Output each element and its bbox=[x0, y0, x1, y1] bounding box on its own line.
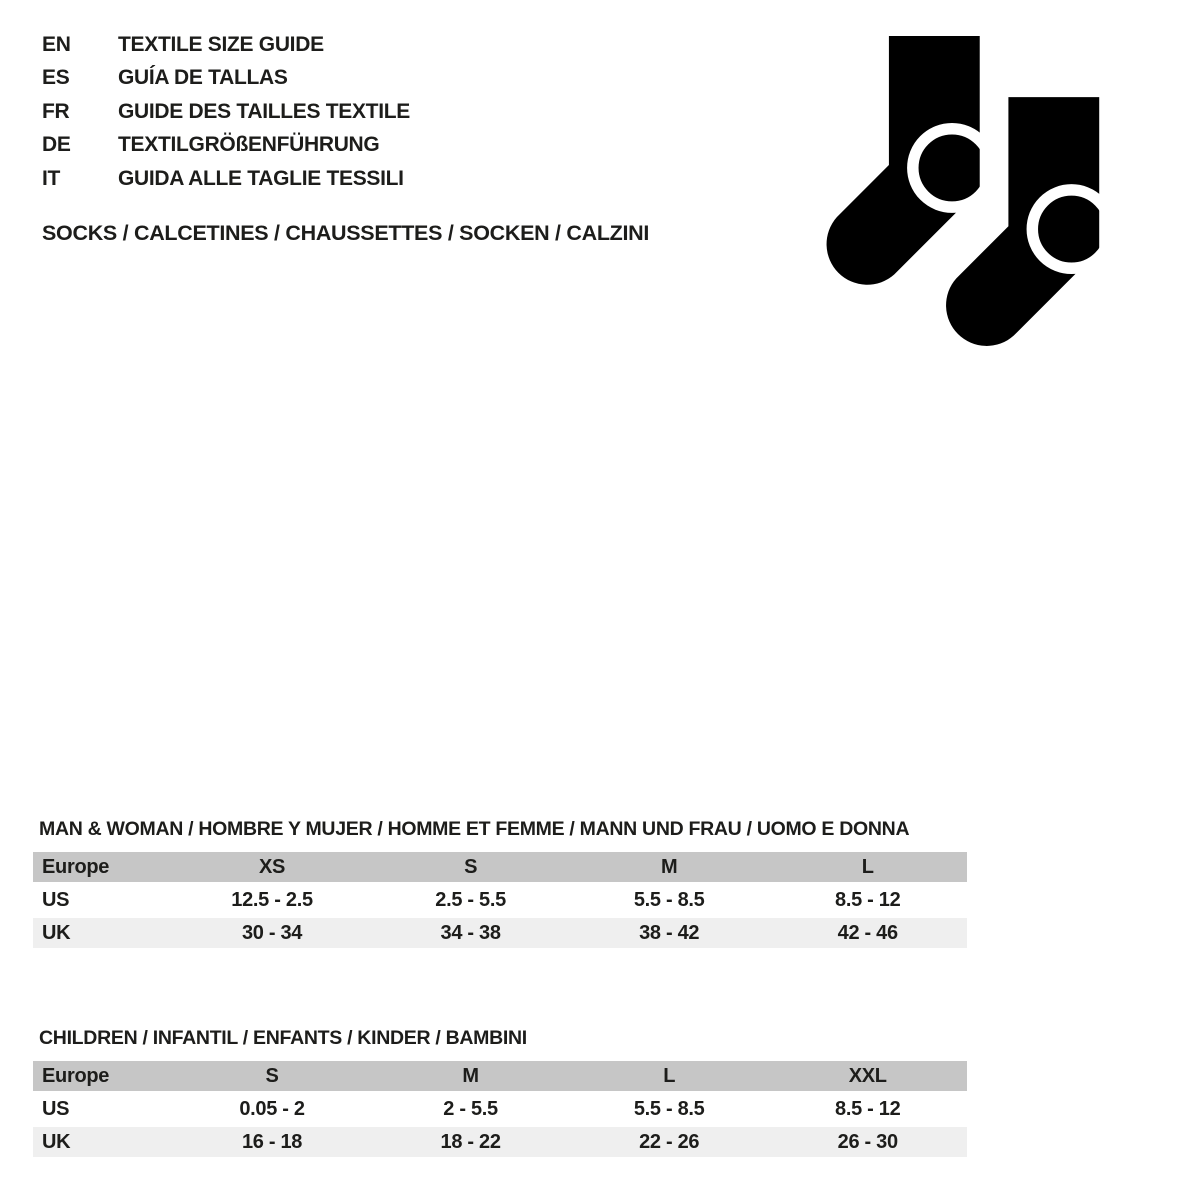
table-row-uk bbox=[33, 918, 967, 948]
size-value-cell: 8.5 - 12 bbox=[768, 885, 967, 915]
language-code: ES bbox=[42, 66, 70, 90]
table-row-us bbox=[33, 1094, 967, 1124]
size-value-cell: 16 - 18 bbox=[173, 1127, 372, 1157]
table-row-uk bbox=[33, 1127, 967, 1157]
language-label: TEXTILE SIZE GUIDE bbox=[118, 32, 324, 56]
size-value-cell: 26 - 30 bbox=[768, 1127, 967, 1157]
row-region-label: US bbox=[33, 1094, 173, 1124]
category-line: SOCKS / CALCETINES / CHAUSSETTES / SOCKEN / CALZINI bbox=[42, 221, 650, 245]
size-value-cell: 18 - 22 bbox=[371, 1127, 570, 1157]
language-label: GUIDA ALLE TAGLIE TESSILI bbox=[118, 166, 404, 190]
man-woman-table-title: MAN & WOMAN / HOMBRE Y MUJER / HOMME ET FEMME / MANN UND FRAU / UOMO E DONNA bbox=[39, 818, 910, 840]
language-row bbox=[42, 95, 410, 129]
table-header-row bbox=[33, 1061, 967, 1091]
size-value-cell: 5.5 - 8.5 bbox=[570, 885, 769, 915]
size-value-cell: 30 - 34 bbox=[173, 918, 372, 948]
row-region-label: US bbox=[33, 885, 173, 915]
size-value-cell: 12.5 - 2.5 bbox=[173, 885, 372, 915]
language-label: TEXTILGRÖßENFÜHRUNG bbox=[118, 133, 380, 157]
size-value-cell: 34 - 38 bbox=[371, 918, 570, 948]
sock-left-icon bbox=[827, 36, 992, 285]
language-label: GUÍA DE TALLAS bbox=[118, 66, 288, 90]
column-header-size-s: S bbox=[173, 1061, 372, 1091]
children-section bbox=[33, 1027, 967, 1160]
children-size-table bbox=[33, 1058, 967, 1160]
size-value-cell: 38 - 42 bbox=[570, 918, 769, 948]
language-row bbox=[42, 129, 410, 163]
table-header-row bbox=[33, 852, 967, 882]
children-table-title: CHILDREN / INFANTIL / ENFANTS / KINDER / BAMBINI bbox=[39, 1027, 527, 1049]
size-value-cell: 22 - 26 bbox=[570, 1127, 769, 1157]
man-woman-size-table bbox=[33, 849, 967, 951]
row-region-label: UK bbox=[33, 918, 173, 948]
language-code: DE bbox=[42, 133, 71, 157]
column-header-size-xxl: XXL bbox=[768, 1061, 967, 1091]
man-woman-section bbox=[33, 818, 967, 951]
language-row bbox=[42, 28, 410, 62]
language-row bbox=[42, 162, 410, 196]
size-value-cell: 2.5 - 5.5 bbox=[371, 885, 570, 915]
language-label: GUIDE DES TAILLES TEXTILE bbox=[118, 99, 410, 123]
language-code: FR bbox=[42, 99, 70, 123]
column-header-size-m: M bbox=[570, 852, 769, 882]
column-header-size-s: S bbox=[371, 852, 570, 882]
table-row-us bbox=[33, 885, 967, 915]
size-value-cell: 0.05 - 2 bbox=[173, 1094, 372, 1124]
column-header-size-l: L bbox=[570, 1061, 769, 1091]
column-header-region: Europe bbox=[33, 852, 173, 882]
language-list bbox=[42, 28, 410, 196]
size-value-cell: 42 - 46 bbox=[768, 918, 967, 948]
socks-icon bbox=[822, 36, 1104, 351]
language-row bbox=[42, 62, 410, 96]
language-code: EN bbox=[42, 32, 71, 56]
column-header-region: Europe bbox=[33, 1061, 173, 1091]
row-region-label: UK bbox=[33, 1127, 173, 1157]
column-header-size-m: M bbox=[371, 1061, 570, 1091]
size-value-cell: 5.5 - 8.5 bbox=[570, 1094, 769, 1124]
size-value-cell: 8.5 - 12 bbox=[768, 1094, 967, 1124]
column-header-size-xs: XS bbox=[173, 852, 372, 882]
column-header-size-l: L bbox=[768, 852, 967, 882]
size-value-cell: 2 - 5.5 bbox=[371, 1094, 570, 1124]
language-code: IT bbox=[42, 166, 61, 190]
